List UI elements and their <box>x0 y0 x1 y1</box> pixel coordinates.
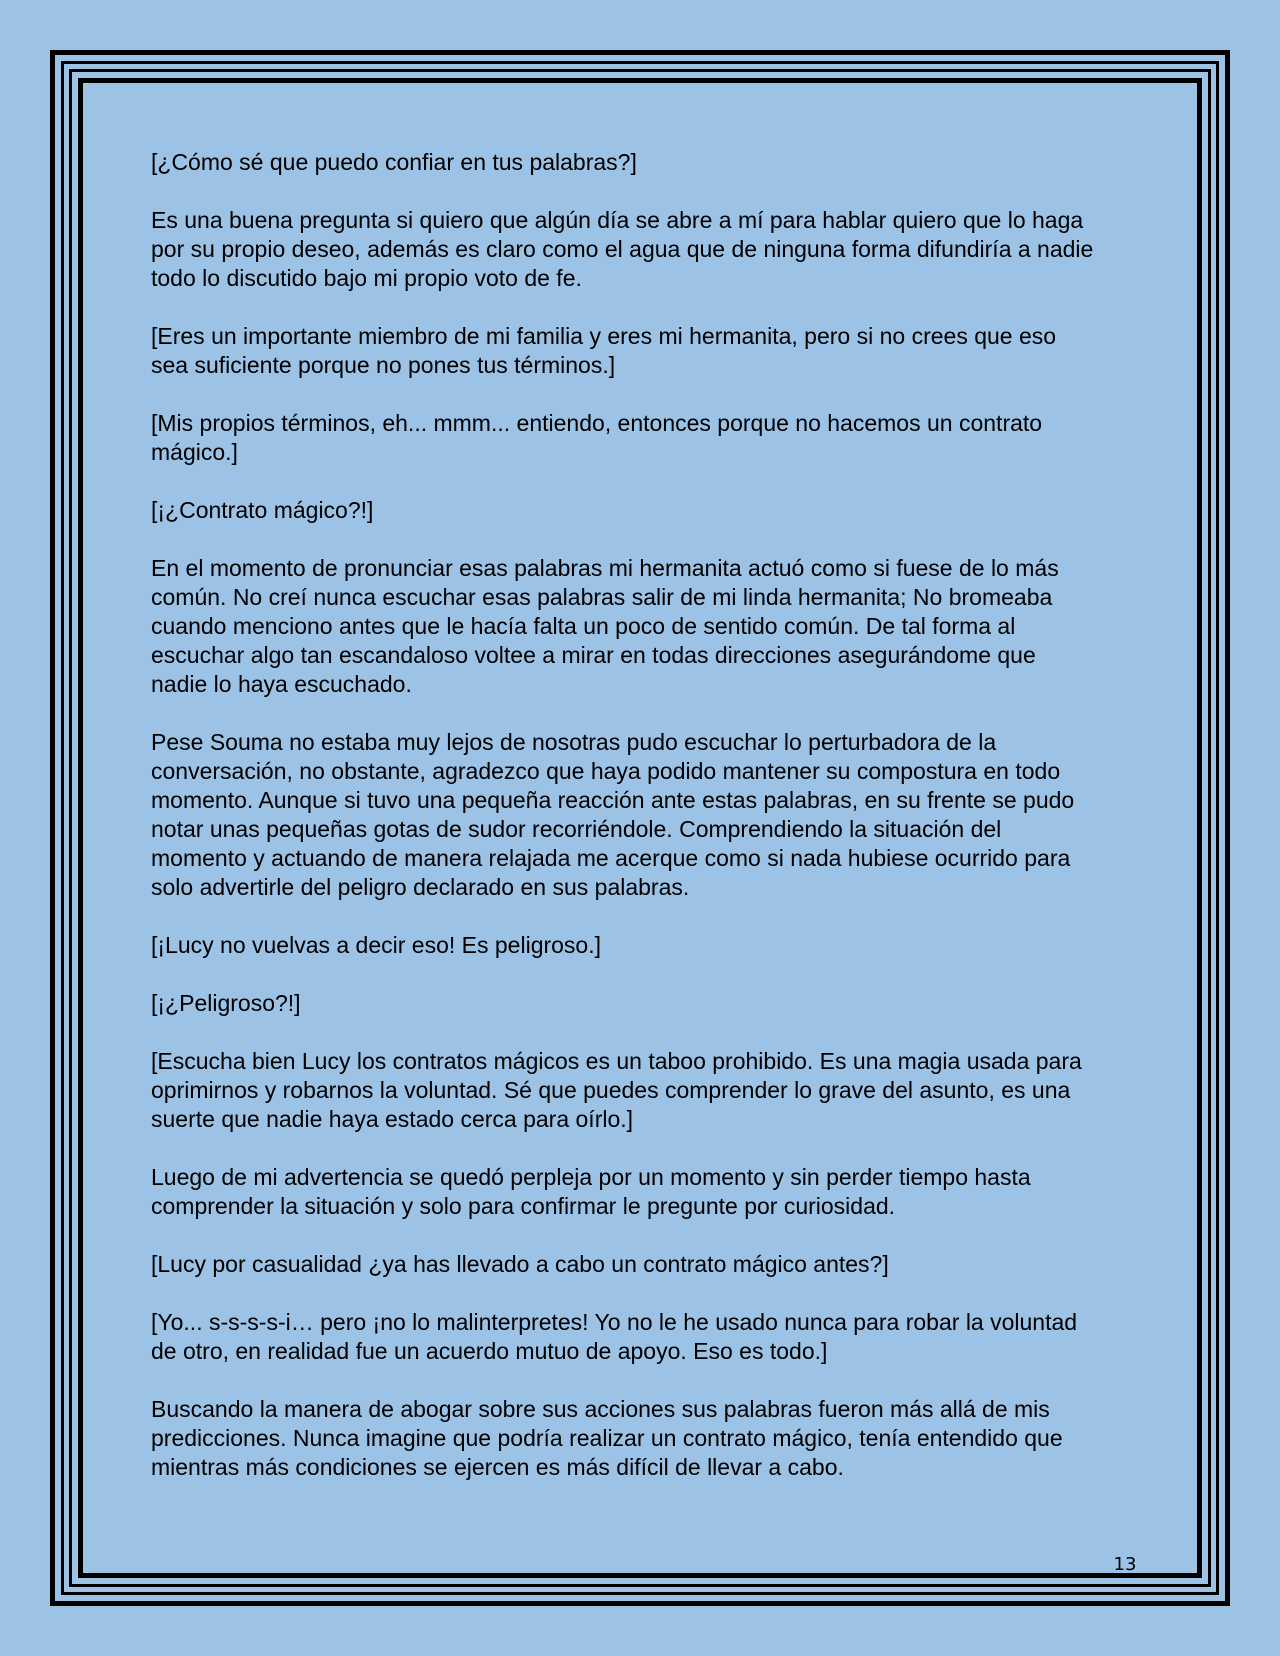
paragraph: En el momento de pronunciar esas palabras mi hermanita actuó como si fuese de lo más común. No creí nunca escuchar esas palabras salir de mi linda hermanita; No bromeaba cuando menciono antes que le hacía falta un poco de sentido común. De tal forma al escuchar algo tan escandaloso voltee a mirar en todas direcciones asegurándome que nadie lo haya escuchado. <box>151 555 1059 697</box>
paragraph: Es una buena pregunta si quiero que algún día se abre a mí para hablar quiero que lo haga por su propio deseo, además es claro como el agua que de ninguna forma difundiría a nadie todo lo discutido bajo mi propio voto de fe. <box>151 207 1094 291</box>
paragraph: Buscando la manera de abogar sobre sus acciones sus palabras fueron más allá de mis predicciones. Nunca imagine que podría realizar un contrato mágico, tenía entendido que mientras más condiciones se ejercen es más difícil de llevar a cabo. <box>151 1396 1063 1480</box>
paragraph: Pese Souma no estaba muy lejos de nosotras pudo escuchar lo perturbadora de la conversación, no obstante, agradezco que haya podido mantener su compostura en todo momento. Aunque si tuvo una pequeña reacción ante estas palabras, en su frente se pudo notar unas pequeñas gotas de sudor recorriéndole. Comprendiendo la situación del momento y actuando de manera relajada me acerque como si nada hubiese ocurrido para solo advertirle del peligro declarado en sus palabras. <box>151 729 1075 900</box>
paragraph: [¡Lucy no vuelvas a decir eso! Es peligroso.] <box>151 932 602 958</box>
paragraph: [Lucy por casualidad ¿ya has llevado a cabo un contrato mágico antes?] <box>151 1251 889 1277</box>
paragraph: [¡¿Contrato mágico?!] <box>151 497 374 523</box>
page-number: 13 <box>1113 1554 1137 1575</box>
paragraph: [Eres un importante miembro de mi familia y eres mi hermanita, pero si no crees que eso sea suficiente porque no pones tus términos.] <box>151 323 1057 378</box>
page-body <box>151 148 1096 1511</box>
paragraph: Luego de mi advertencia se quedó perpleja por un momento y sin perder tiempo hasta comprender la situación y solo para confirmar le pregunte por curiosidad. <box>151 1164 1031 1219</box>
paragraph: [¿Cómo sé que puedo confiar en tus palabras?] <box>151 149 637 175</box>
paragraph: [Mis propios términos, eh... mmm... entiendo, entonces porque no hacemos un contrato mágico.] <box>151 410 1043 465</box>
paragraph: [¡¿Peligroso?!] <box>151 990 301 1016</box>
paragraph: [Yo... s-s-s-s-i… pero ¡no lo malinterpretes! Yo no le he usado nunca para robar la voluntad de otro, en realidad fue un acuerdo mutuo de apoyo. Eso es todo.] <box>151 1309 1078 1364</box>
paragraph: [Escucha bien Lucy los contratos mágicos es un taboo prohibido. Es una magia usada para oprimirnos y robarnos la voluntad. Sé que puedes comprender lo grave del asunto, es una suerte que nadie haya estado cerca para oírlo.] <box>151 1048 1082 1132</box>
